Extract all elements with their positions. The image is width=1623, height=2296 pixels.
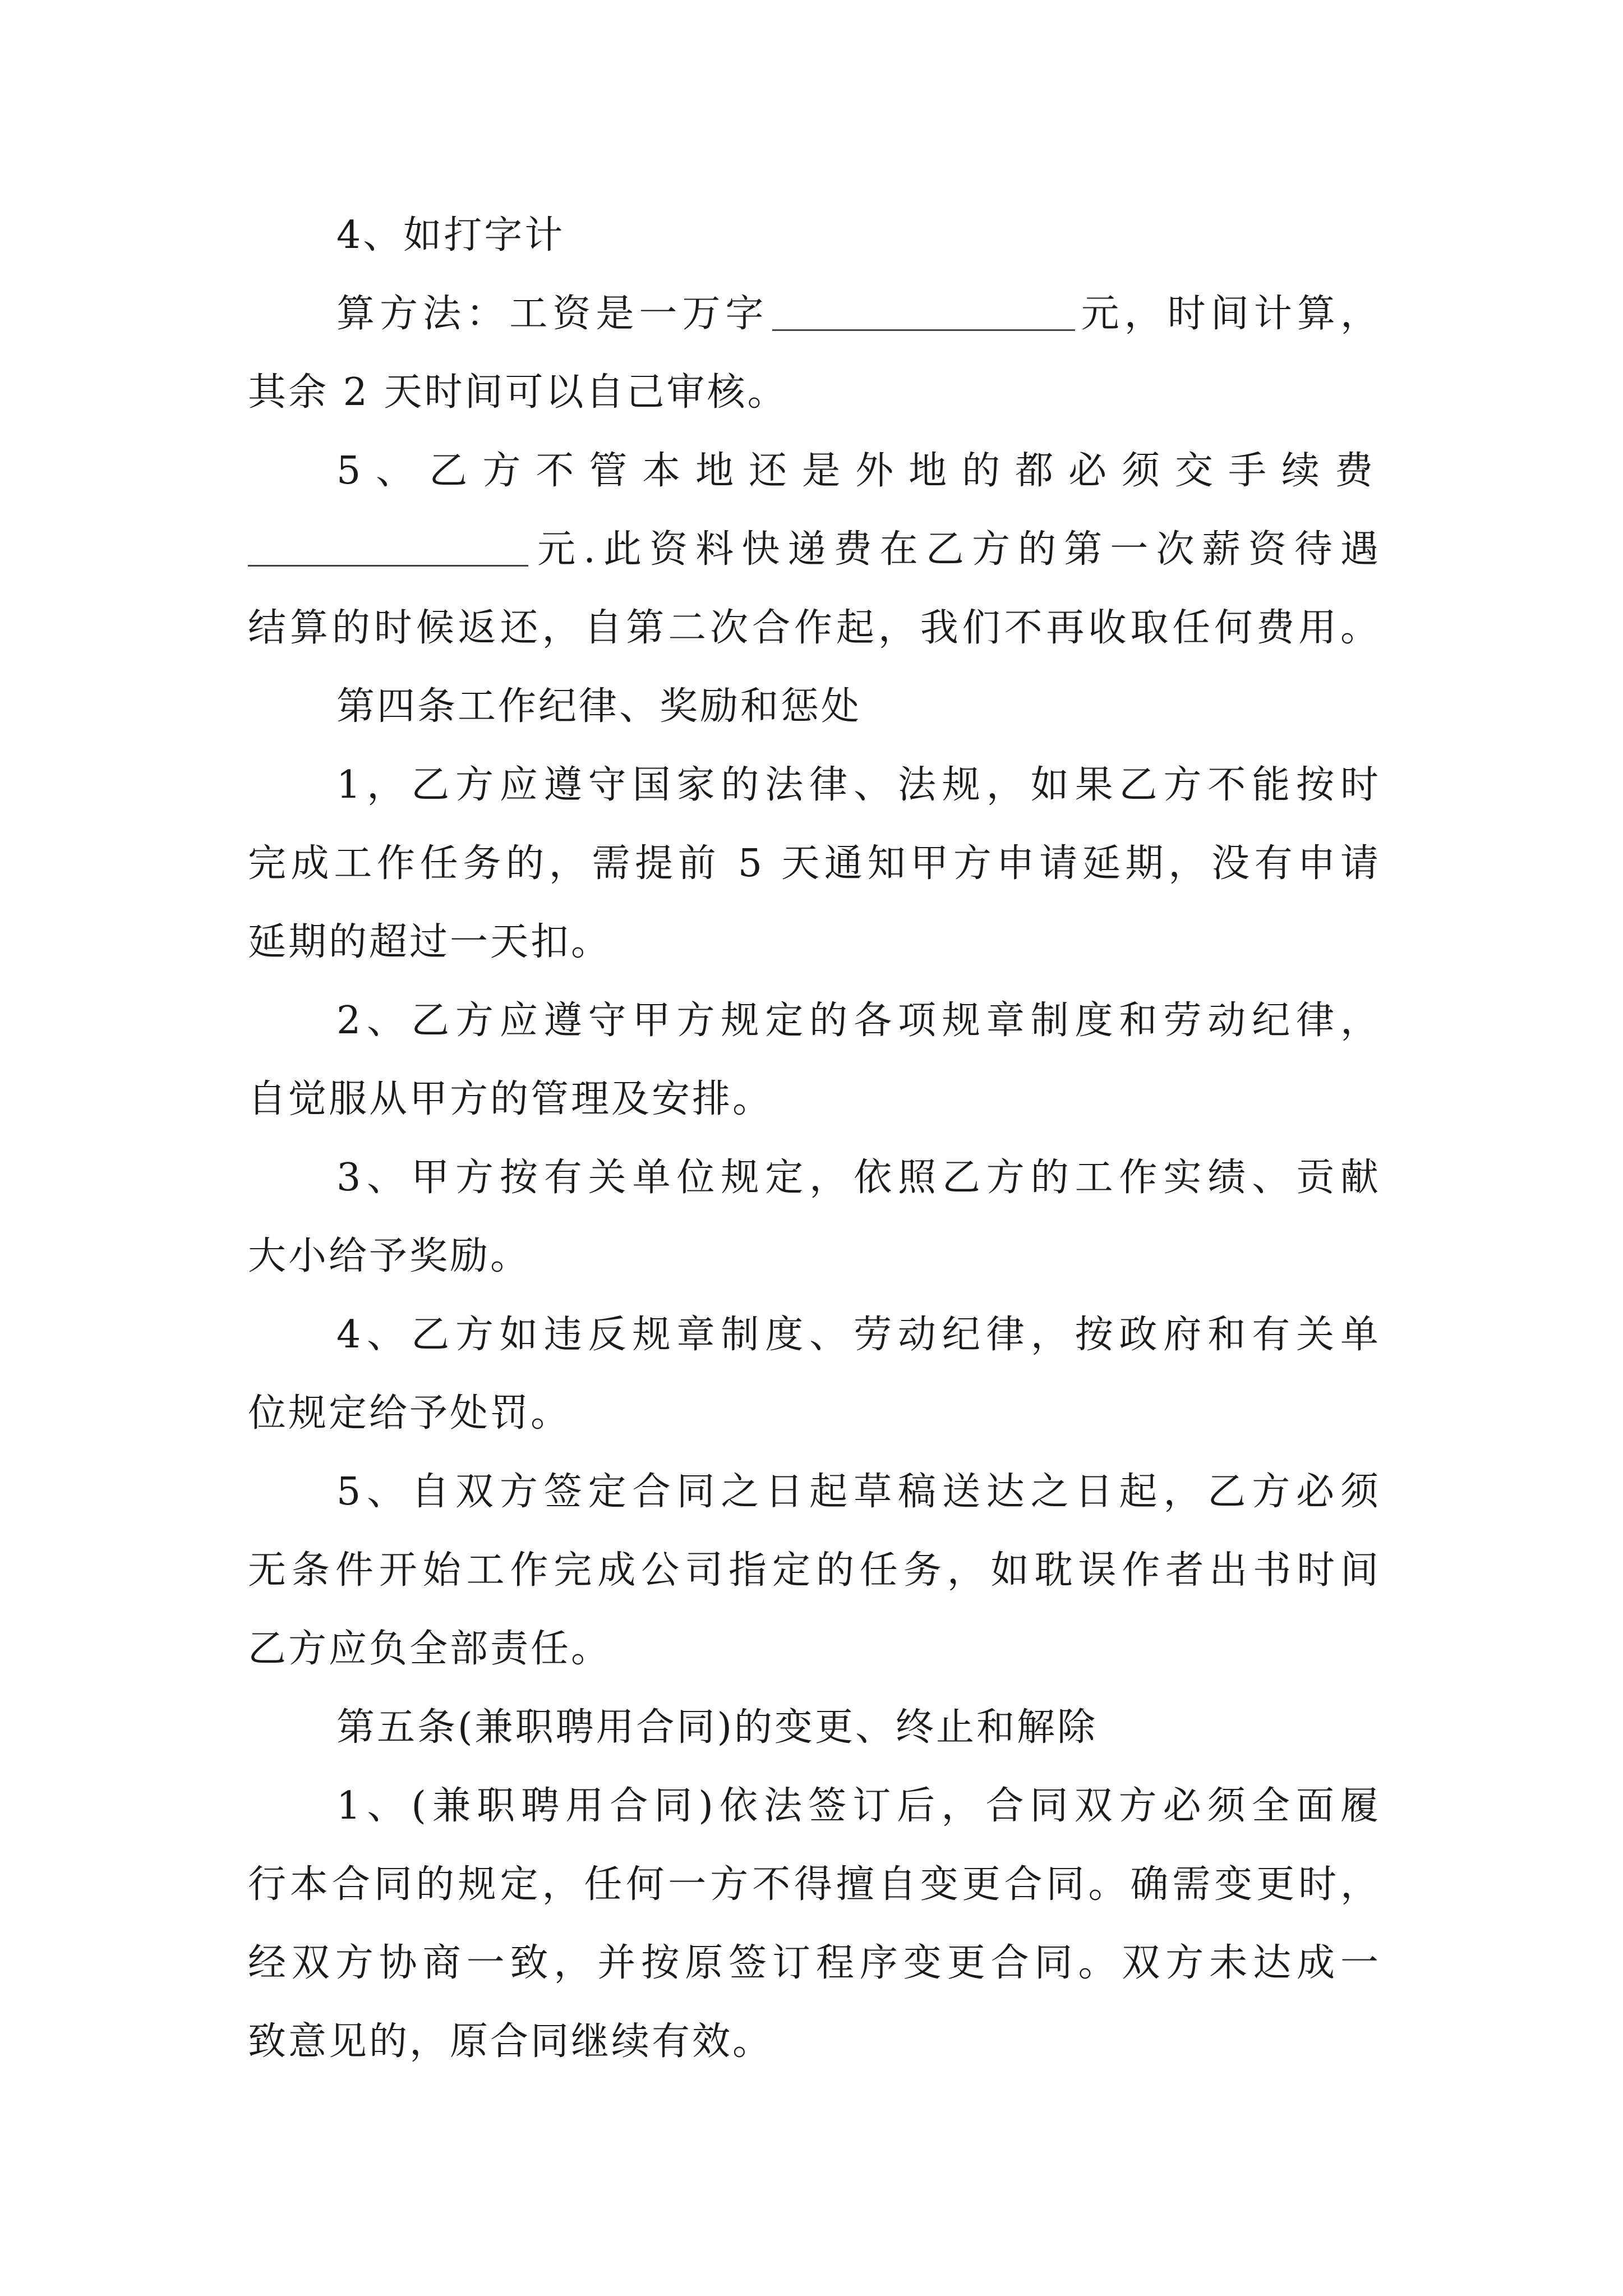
paragraph-line: 自觉服从甲方的管理及安排。 [248, 1077, 773, 1121]
fill-in-blank[interactable] [248, 531, 528, 567]
paragraph-line: 结算的时候返还，自第二次合作起，我们不再收取任何费用。 [248, 606, 1381, 650]
paragraph-line: 元.此资料快递费在乙方的第一次薪资待遇 [248, 522, 1381, 578]
paragraph-line: 3、甲方按有关单位规定，依照乙方的工作实绩、贡献 [336, 1156, 1381, 1200]
paragraph-line: 1，乙方应遵守国家的法律、法规，如果乙方不能按时 [336, 763, 1381, 807]
paragraph-line: 完成工作任务的，需提前 5 天通知甲方申请延期，没有申请 [248, 841, 1381, 886]
paragraph-line: 经双方协商一致，并按原签订程序变更合同。双方未达成一 [248, 1941, 1381, 1985]
paragraph-line: 其余 2 天时间可以自己审核。 [248, 370, 788, 415]
paragraph-line: 1、(兼职聘用合同)依法签订后，合同双方必须全面履 [336, 1784, 1381, 1828]
section-heading: 第五条(兼职聘用合同)的变更、终止和解除 [336, 1705, 1098, 1750]
section-heading: 第四条工作纪律、奖励和惩处 [336, 684, 862, 729]
paragraph-line: 5、自双方签定合同之日起草稿送达之日起，乙方必须 [336, 1470, 1381, 1514]
paragraph-line: 延期的超过一天扣。 [248, 920, 612, 964]
paragraph-line: 无条件开始工作完成公司指定的任务，如耽误作者出书时间 [248, 1548, 1381, 1593]
paragraph-line: 2、乙方应遵守甲方规定的各项规章制度和劳动纪律， [336, 999, 1381, 1043]
paragraph-line: 4、如打字计 [336, 213, 565, 257]
fill-in-blank[interactable] [772, 296, 1075, 331]
paragraph-line: 致意见的，原合同继续有效。 [248, 2019, 773, 2064]
paragraph-line: 5、乙方不管本地还是外地的都必须交手续费 [336, 449, 1381, 493]
paragraph-line: 位规定给予处罚。 [248, 1391, 571, 1435]
paragraph-line: 算方法：工资是一万字 元，时间计算， [336, 292, 1381, 336]
paragraph-line: 乙方应负全部责任。 [248, 1627, 612, 1671]
paragraph-line: 大小给予奖励。 [248, 1234, 531, 1278]
paragraph-line: 行本合同的规定，任何一方不得擅自变更合同。确需变更时， [248, 1862, 1381, 1907]
paragraph-line: 4、乙方如违反规章制度、劳动纪律，按政府和有关单 [336, 1313, 1381, 1357]
